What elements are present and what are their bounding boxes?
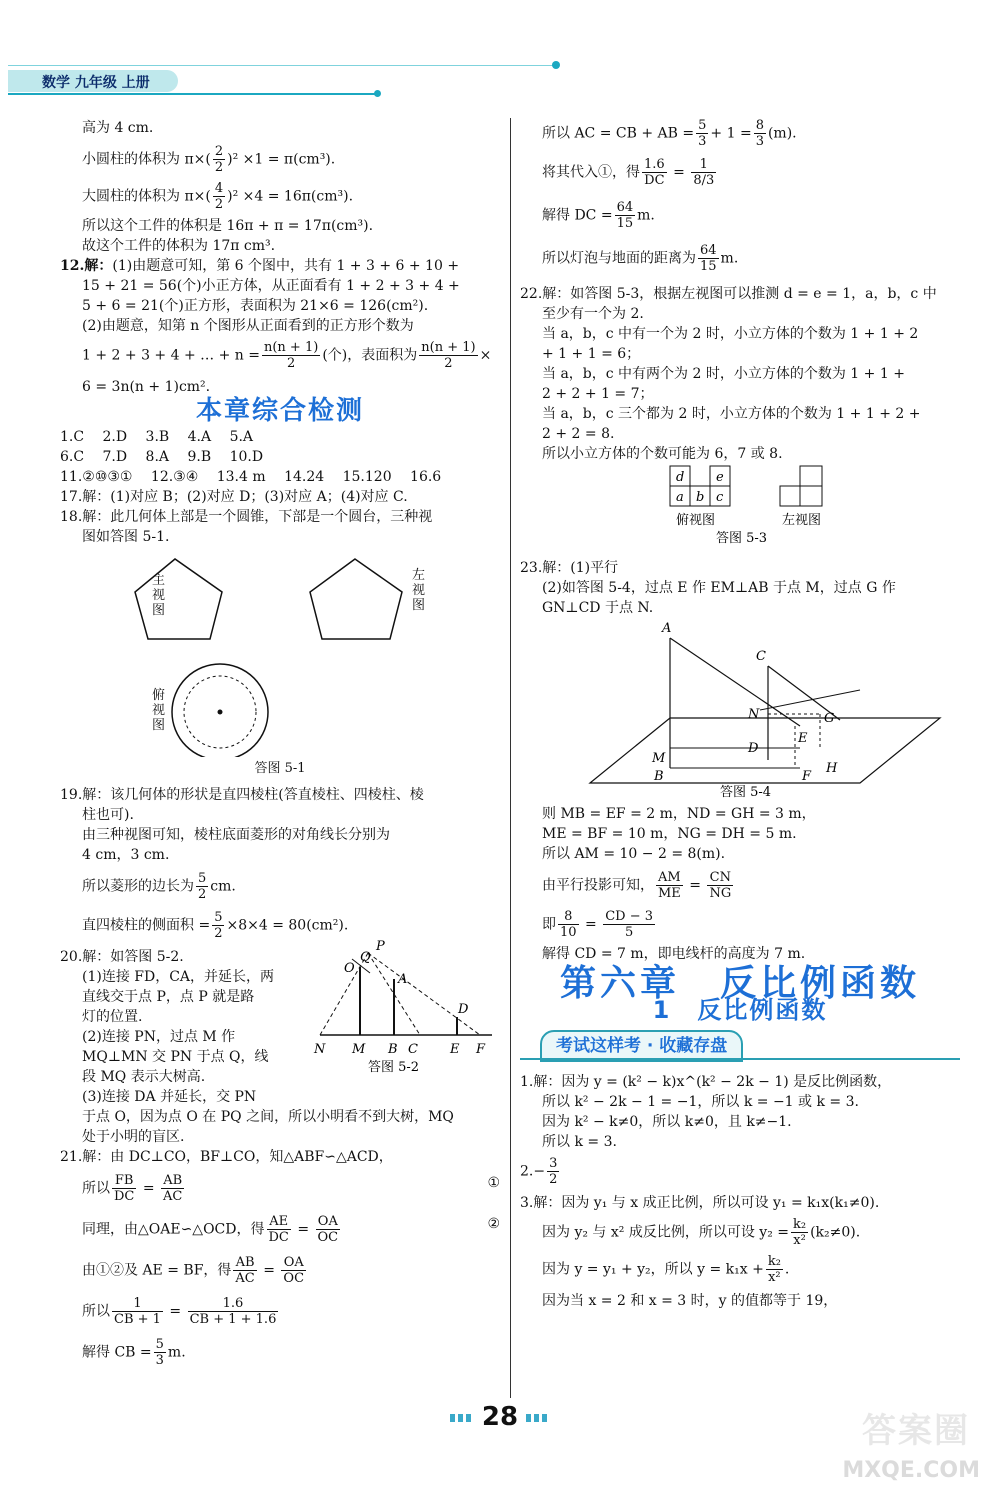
svg-text:A: A [398,972,408,987]
section-title: 1 反比例函数 [652,996,828,1024]
svg-text:B: B [654,769,664,784]
banner-label: 考试这样考 · 收藏存盘 [540,1030,743,1062]
text-line: 小圆柱的体积为 π×( $\frac{2}{2}$ )² ×1 = π(cm³). [82,144,336,175]
header-line [8,65,553,66]
header-underline [8,93,378,95]
svg-text:B: B [388,1042,398,1057]
question-20: 20.解：如答图 5-2. (1)连接 FD，CA，并延长，两 直线交于点 P，点 P 就是路 灯的位置. (2)连接 PN，过点 M 作 MQ⊥MN 交 PN 于点 Q，线 段 MQ 表示大树高. (3)连接 DA 并延长，交 PN 于点 O，因为点 O 在 PQ 之间，所以小明看不到大树，MQ 处于小明的盲区. P Q O A D N M B C E F 答图 5-2 [60,947,500,1147]
left-view-label: 左视图 [412,568,426,613]
fraction: $\frac{2}{2}$ [214,144,224,175]
svg-text:N: N [748,707,760,722]
chapter-title: 第六章 反比例函数 [559,963,920,1004]
fraction: $\frac{4}{2}$ [214,181,224,212]
header-title: 数学 九年级 上册 [42,75,150,91]
figure-5-1 [60,547,500,757]
text-line: 6 = 3n(n + 1)cm². [82,379,211,395]
problem-1: 1.解：因为 y = (k² − k)x^(k² − 2k − 1) 是反比例函数， [520,1074,892,1090]
text-line: 大圆柱的体积为 π×( $\frac{4}{2}$ )² ×4 = 16π(cm³). [82,181,354,212]
question-17: 17.解：(1)对应 B；(2)对应 D；(3)对应 A；(4)对应 C. [60,489,408,505]
text-line: 解得 DC = $\frac{64}{15}$ m. [542,200,655,231]
svg-text:E: E [798,731,808,746]
svg-text:O: O [344,961,355,976]
text-line: 1 + 2 + 3 + 4 + … + n = $\frac{n(n + 1)}{2}$ (个)，表面积为 $\frac{n(n + 1)}{2}$ × [82,340,492,371]
text-line: 所以灯泡与地面的距离为 $\frac{64}{15}$ m. [542,243,739,274]
svg-text:H: H [826,761,838,776]
text-line: 由平行投影可知， $\frac{AM}{ME}$ = $\frac{CN}{NG}$ [542,870,732,901]
svg-text:C: C [408,1042,418,1057]
text-line: 直四棱柱的侧面积 = $\frac{5}{2}$ ×8×4 = 80(cm²). [82,910,349,941]
figure-5-3 [520,464,960,550]
text-line: 5 + 6 = 21(个)正方形，表面积为 21×6 = 126(cm²). [82,298,429,314]
svg-text:N: N [314,1042,326,1057]
svg-text:P: P [376,939,385,954]
svg-text:F: F [802,769,812,784]
question-21: 21.解：由 DC⊥CO，BF⊥CO，知△ABF∽△ACD， [60,1149,393,1165]
page-number: 28 [0,1402,1000,1432]
text-line: 高为 4 cm. [82,120,154,136]
question-19: 19.解：该几何体的形状是直四棱柱(答直棱柱、四棱柱、棱 [60,787,424,803]
svg-text:M: M [652,751,666,766]
text-line: 15 + 21 = 56(个)小正方体，从正面看有 1 + 2 + 3 + 4 + [82,278,460,294]
left-view-pentagon [310,559,402,639]
svg-text:C: C [756,649,766,664]
svg-text:A: A [662,621,672,636]
svg-text:左视图: 左视图 [782,513,822,528]
text-line: 由三种视图可知，棱柱底面菱形的对角线长分别为 [82,827,390,843]
figure-caption: 答图 5-1 [254,761,306,776]
watermark-logo: 答案圈 MXQE.COM [842,1411,980,1483]
question-22: 22.解：如答图 5-3，根据左视图可以推测 d = e = 1，a，b，c 中 [520,286,937,302]
problem-2: 2.− $\frac{3}{2}$ [520,1156,558,1187]
svg-text:e: e [716,470,724,485]
question-12: 12.解：(1)由题意可知，第 6 个图中，共有 1 + 3 + 6 + 10 + [60,258,460,274]
svg-text:b: b [696,490,705,505]
figure-5-4 [520,618,960,798]
text-line: 同理，由△OAE∽△OCD，得 $\frac{AE}{DC}$ = $\frac{OA}{OC}$ ② [82,1214,500,1245]
svg-text:F: F [476,1042,486,1057]
front-view-label: 主视图 [152,573,166,618]
header-dot [374,90,381,97]
problem-3: 3.解：因为 y₁ 与 x 成正比例，所以可设 y₁ = k₁x(k₁≠0). [520,1195,880,1211]
svg-text:Q: Q [360,950,371,965]
svg-text:D: D [748,741,759,756]
text-line: 所以 $\frac{1}{CB + 1}$ = $\frac{1.6}{CB + 1 + 1.6}$ [82,1296,277,1327]
text-line: 解得 CB = $\frac{5}{3}$ m. [82,1337,186,1368]
svg-text:俯视图: 俯视图 [676,513,716,528]
svg-text:c: c [716,490,724,505]
svg-text:答图 5-3: 答图 5-3 [716,531,768,546]
svg-text:G: G [824,711,835,726]
page-header [0,60,1000,100]
text-line: 4 cm，3 cm. [82,847,170,863]
text-line: 所以 AC = CB + AB = $\frac{5}{3}$ + 1 = $\frac{8}{3}$ (m). [542,118,797,149]
svg-text:答图 5-2: 答图 5-2 [368,1060,420,1074]
top-view-center [218,710,223,715]
svg-text:M: M [352,1042,366,1057]
text-line: 图如答图 5-1. [82,529,170,545]
text-line: 所以这个工件的体积是 16π + π = 17π(cm³). [82,218,374,234]
page-number-decoration [450,1414,474,1422]
text-line: 所以菱形的边长为 $\frac{5}{2}$ cm. [82,871,236,902]
top-view-label: 俯视图 [152,688,166,733]
text-line: 将其代入①，得 $\frac{1.6}{DC}$ = $\frac{1}{8/3}$ [542,157,715,188]
answer-line: 1.C 2.D 3.B 4.A 5.A [60,429,254,445]
svg-text:E: E [450,1042,460,1057]
figure-5-2 [310,939,500,1074]
text-line: 柱也可). [82,807,134,823]
right-column: 所以 AC = CB + AB = $\frac{5}{3}$ + 1 = $\frac{8}{3}$ (m). 将其代入①，得 $\frac{1.6}{DC}$ = $\frac{1}{8/3}$ 解得 DC = $\frac{64}{15}$ m. 所以灯泡与地面的距离为 $\frac{64}{15}$ m. 22.解：如答图 5-3，根据左视图可以推测 d = e = 1，a，b，c 中 至少有一个为 2. 当 a，b，c 中有一个为 2 时，小立方体的个数为 1 + 1 + 2 + 1 + 1 = 6； 当 a，b，c 中有两个为 2 时，小立方体的个数为 1 + 1 + 2 + 2 + 1 = 7； 当 a，b，c 三个都为 2 时，小立方体的个数为 1 + 1 + 2 + 2 + 2 = 8. 所以小立方体的个数可能为 6，7 或 8. d e a b c 俯视图 左视图 答图 5-3 23.解：(1)平行 (2)如答图 5-4，过点 E 作 EM⊥AB 于点 M，过点 G 作 GN⊥CD 于点 N. A C N G M D E B F H 答图 5-4 则 MB = EF = 2 m，ND = GH = 3 m， ME = BF = 10 m，NG = DH = 5 m. 所以 AM = 10 − 2 = 8(m). 由平行投影可知， $\frac{AM}{ME}$ = $\frac{CN}{NG}$ 即 $\frac{8}{10}$ = $\frac{CD - 3}{5}$ 解得 CD = 7 m，即电线杆的高度为 7 m. 第六章 反比例函数 1 反比例函数 考试这样考 · 收藏存盘 1.解：因为 y = (k² − k)x^(k² − 2k − 1) 是反比例函数， 所以 k² − 2k − 1 = −1，所以 k = −1 或 k = 3. 因为 k² − k≠0，所以 k≠0，且 k≠−1. 所以 k = 3. 2.− $\frac{3}{2}$ 3.解：因为 y₁ 与 x 成正比例，所以可设 y₁ = k₁x(k₁≠0). 因为 y₂ 与 x² 成反比例，所以可设 y₂ = $\frac{\text{k₂}}{\text{x²}}$ (k₂≠0). 因为 y = y₁ + y₂，所以 y = k₁x + $\frac{\text{k₂}}{\text{x²}}$ . 因为当 x = 2 和 x = 3 时，y 的值都等于 19， [520,118,960,1311]
banner [520,1030,960,1060]
text-line: 即 $\frac{8}{10}$ = $\frac{CD - 3}{5}$ [542,909,653,940]
svg-text:答图 5-4: 答图 5-4 [720,785,772,798]
front-view-pentagon [135,559,222,639]
question-23: 23.解：(1)平行 [520,560,619,576]
svg-text:d: d [676,470,685,485]
question-18: 18.解：此几何体上部是一个圆锥，下部是一个圆台，三种视 [60,509,433,525]
text-line: 所以 $\frac{FB}{DC}$ = $\frac{AB}{AC}$ ① [82,1173,500,1204]
header-dot [552,61,560,69]
svg-text:D: D [458,1002,469,1017]
section-heading: 本章综合检测 [195,396,364,426]
text-line: 故这个工件的体积为 17π cm³. [82,238,276,254]
page-number-decoration [526,1414,550,1422]
banner-line [520,1058,960,1060]
answer-line: 6.C 7.D 8.A 9.B 10.D [60,449,264,465]
answer-line: 11.②⑩③① 12.③④ 13.4 m 14.24 15.120 16.6 [60,469,442,485]
svg-text:a: a [676,490,684,505]
text-line: 由①②及 AE = BF，得 $\frac{AB}{AC}$ = $\frac{OA}{OC}$ [82,1255,305,1286]
left-column [60,118,500,1368]
column-divider [510,118,511,1398]
text-line: (2)由题意，知第 n 个图形从正面看到的正方形个数为 [82,318,414,334]
